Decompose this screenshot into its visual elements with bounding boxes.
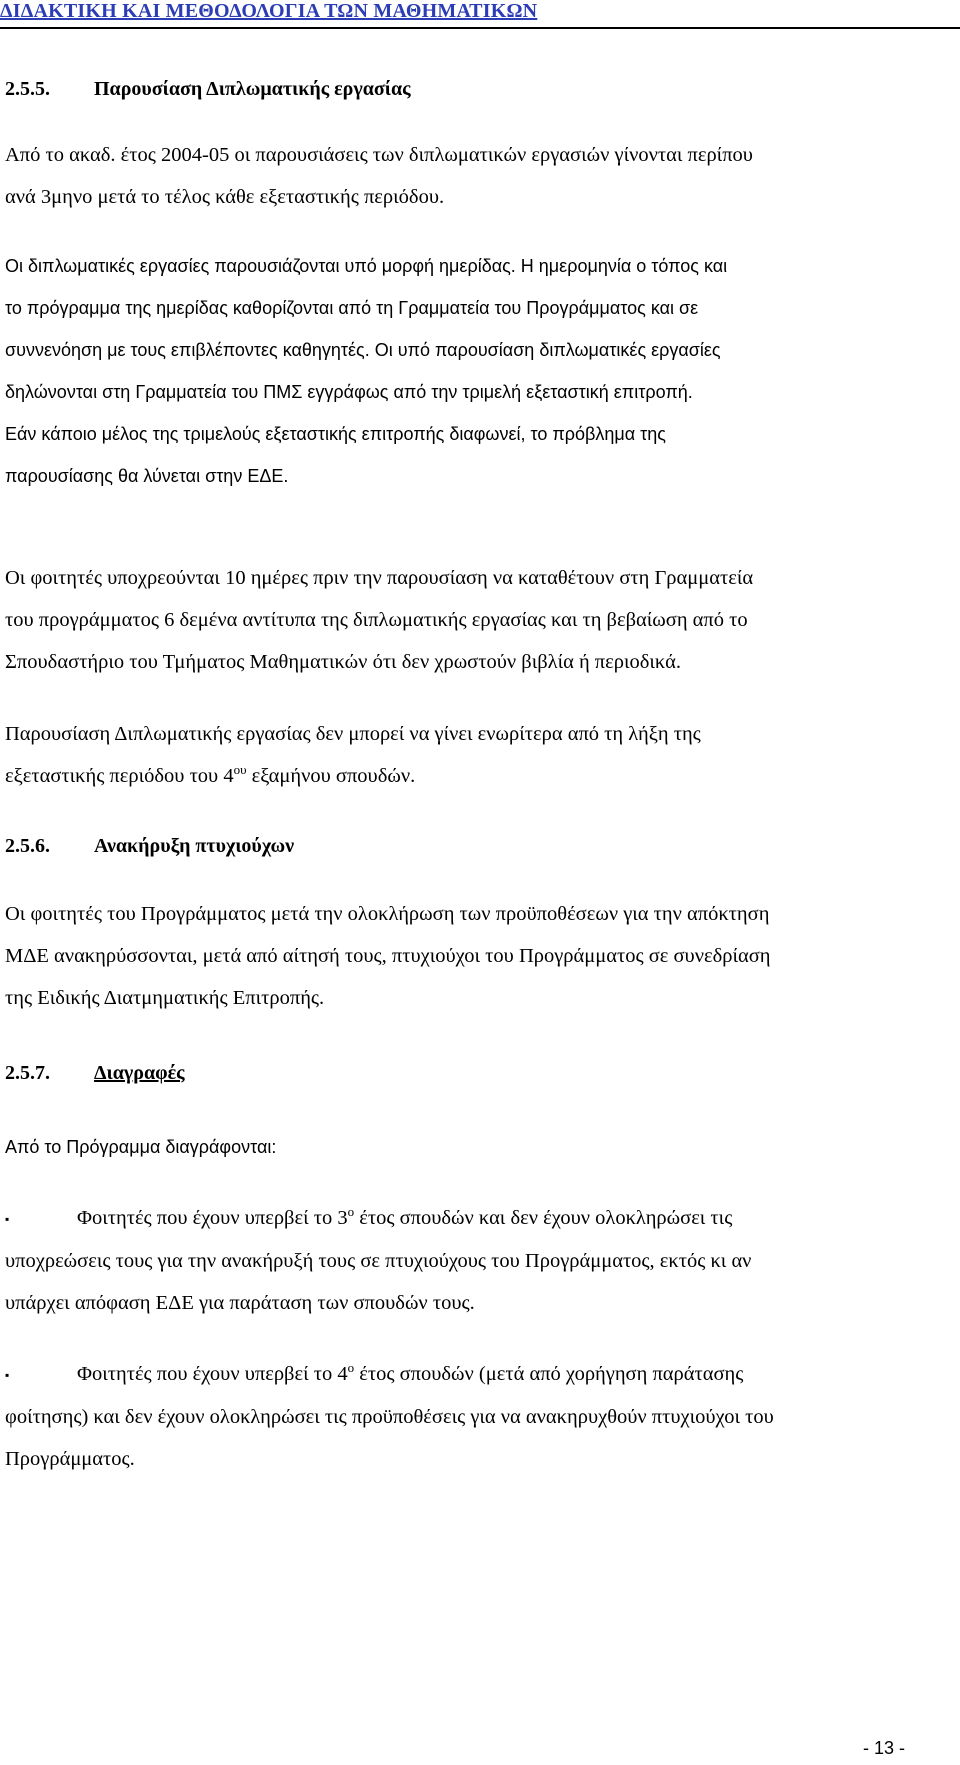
text-fragment: εξεταστικής περιόδου του 4 xyxy=(5,765,234,787)
section-title: Ανακήρυξη πτυχιούχων xyxy=(94,835,295,857)
superscript: ο xyxy=(347,1360,355,1376)
text-fragment: Φοιτητές που έχουν υπερβεί το 3 xyxy=(77,1207,348,1229)
superscript: ο xyxy=(347,1204,355,1220)
section-heading-2-5-5 xyxy=(5,78,411,101)
section-number: 2.5.7. xyxy=(5,1062,50,1084)
text-line: Προγράμματος. xyxy=(5,1448,135,1471)
section-heading-2-5-7 xyxy=(5,1062,185,1085)
text-line: φοίτησης) και δεν έχουν ολοκληρώσει τις προϋποθέσεις για να ανακηρυχθούν πτυχιούχοι του xyxy=(5,1406,774,1429)
text-line: Οι φοιτητές του Προγράμματος μετά την ολοκλήρωση των προϋποθέσεων για την απόκτηση xyxy=(5,903,770,925)
running-header: ΔΙΔΑΚΤΙΚΗ ΚΑΙ ΜΕΘΟΔΟΛΟΓΙΑ ΤΩΝ ΜΑΘΗΜΑΤΙΚΩΝ xyxy=(0,0,538,22)
text-line: Οι φοιτητές υποχρεούνται 10 ημέρες πριν την παρουσίαση να καταθέτουν στη Γραμματεία xyxy=(5,567,754,589)
list-item-removal-3rd-year xyxy=(5,1197,955,1324)
paragraph-presentation-procedure xyxy=(5,245,955,497)
text-line xyxy=(5,755,955,797)
square-bullet-icon: ▪ xyxy=(5,1212,10,1227)
text-line: του προγράμματος 6 δεμένα αντίτυπα της διπλωματικής εργασίας και τη βεβαίωση από το xyxy=(5,609,748,631)
list-item-removal-4th-year xyxy=(5,1353,955,1480)
section-number: 2.5.6. xyxy=(5,835,50,857)
section-number: 2.5.5. xyxy=(5,78,50,100)
paragraph-presentation-schedule xyxy=(5,134,955,218)
text-line: υπάρχει απόφαση ΕΔΕ για παράταση των σπουδών τους. xyxy=(5,1292,475,1315)
header-rule xyxy=(0,27,960,29)
superscript: ου xyxy=(233,762,247,778)
text-line: Από το Πρόγραμμα διαγράφονται: xyxy=(5,1137,277,1157)
text-fragment: εξαμήνου σπουδών. xyxy=(246,765,416,787)
text-line: της Ειδικής Διατμηματικής Επιτροπής. xyxy=(5,987,325,1009)
text-line: ανά 3μηνο μετά το τέλος κάθε εξεταστικής περιόδου. xyxy=(5,186,445,208)
paragraph-submission-requirements xyxy=(5,557,955,683)
section-title: Διαγραφές xyxy=(94,1062,185,1084)
text-fragment: έτος σπουδών (μετά από χορήγηση παράτασης xyxy=(354,1363,744,1385)
text-line: δηλώνονται στη Γραμματεία του ΠΜΣ εγγράφως από την τριμελή εξεταστική επιτροπή. xyxy=(5,382,693,402)
section-heading-2-5-6 xyxy=(5,835,294,858)
paragraph-earliest-presentation xyxy=(5,713,955,797)
text-line: Εάν κάποιο μέλος της τριμελούς εξεταστικής επιτροπής διαφωνεί, το πρόβλημα της xyxy=(5,424,666,444)
text-line: ΜΔΕ ανακηρύσσονται, μετά από αίτησή τους, πτυχιούχοι του Προγράμματος σε συνεδρίαση xyxy=(5,945,771,967)
text-line: Παρουσίαση Διπλωματικής εργασίας δεν μπορεί να γίνει ενωρίτερα από τη λήξη της xyxy=(5,723,701,745)
text-line: υποχρεώσεις τους για την ανακήρυξή τους σε πτυχιούχους του Προγράμματος, εκτός κι αν xyxy=(5,1250,752,1273)
text-line xyxy=(5,1197,955,1240)
text-line: το πρόγραμμα της ημερίδας καθορίζονται από τη Γραμματεία του Προγράμματος και σε xyxy=(5,298,699,318)
paragraph-removals-intro xyxy=(5,1126,955,1168)
text-line xyxy=(5,1353,955,1396)
page-number: - 13 - xyxy=(862,1738,905,1758)
text-line: συννενόηση με τους επιβλέποντες καθηγητές. Οι υπό παρουσίαση διπλωματικές εργασίες xyxy=(5,340,721,360)
text-fragment: Φοιτητές που έχουν υπερβεί το 4 xyxy=(77,1363,348,1385)
text-fragment: έτος σπουδών και δεν έχουν ολοκληρώσει τις xyxy=(354,1207,733,1229)
text-line: Από το ακαδ. έτος 2004-05 οι παρουσιάσεις των διπλωματικών εργασιών γίνονται περίπου xyxy=(5,144,753,166)
text-line: Οι διπλωματικές εργασίες παρουσιάζονται υπό μορφή ημερίδας. Η ημερομηνία ο τόπος και xyxy=(5,256,728,276)
square-bullet-icon: ▪ xyxy=(5,1368,10,1383)
paragraph-graduation xyxy=(5,893,955,1019)
text-line: Σπουδαστήριο του Τμήματος Μαθηματικών ότι δεν χρωστούν βιβλία ή περιοδικά. xyxy=(5,651,681,673)
text-line: παρουσίασης θα λύνεται στην ΕΔΕ. xyxy=(5,466,289,486)
section-title: Παρουσίαση Διπλωματικής εργασίας xyxy=(94,78,411,100)
